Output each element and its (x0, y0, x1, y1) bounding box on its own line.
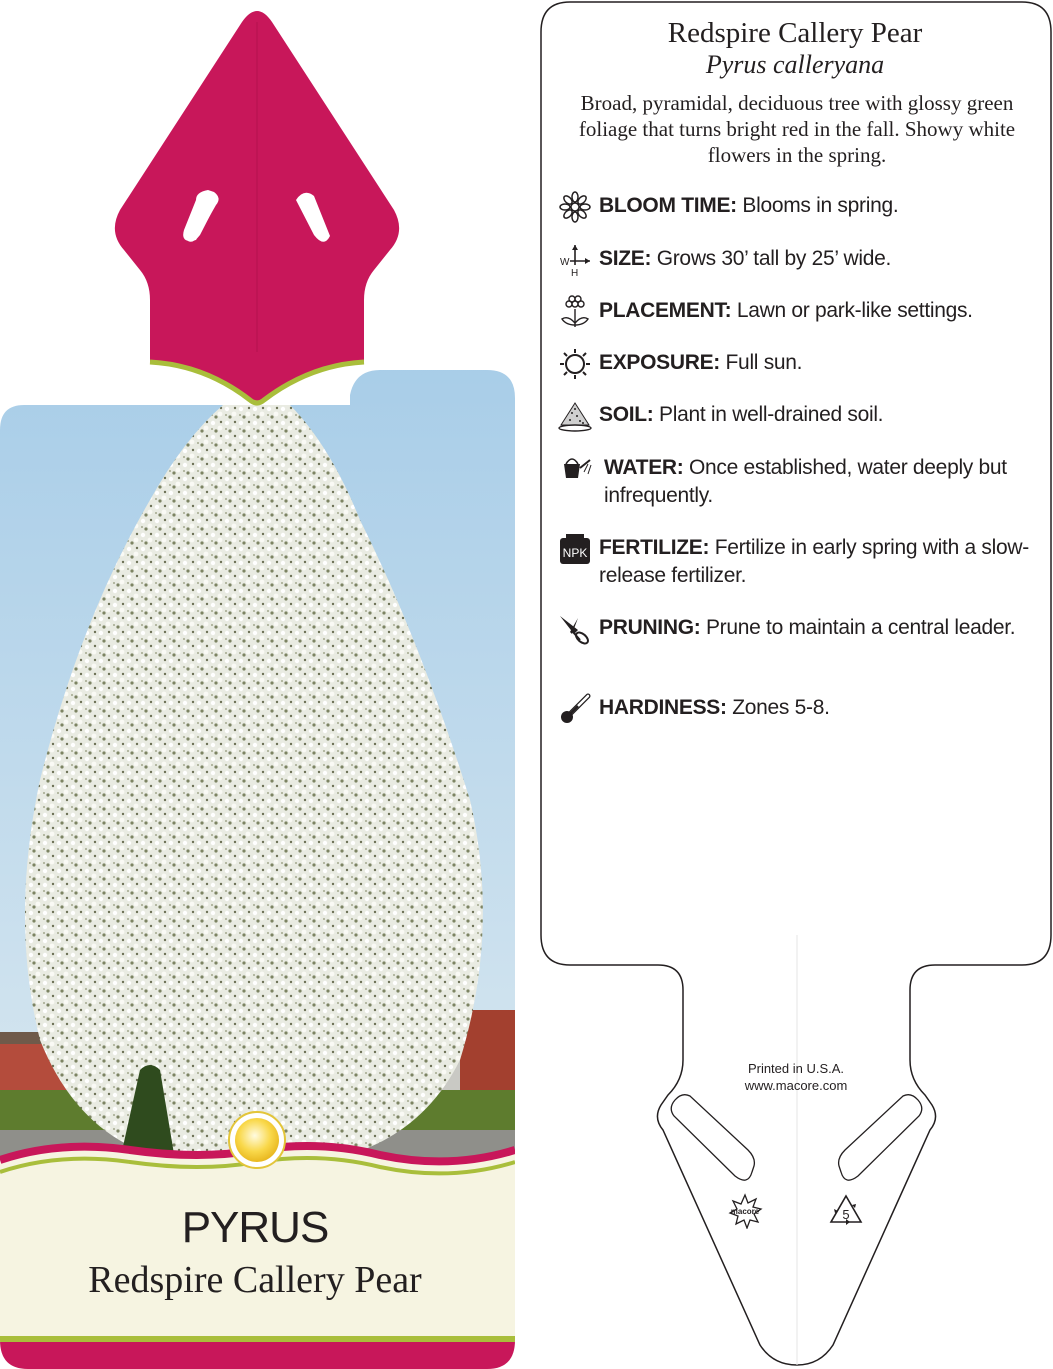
placement-label: PLACEMENT: (599, 299, 732, 322)
flower-icon (558, 190, 592, 224)
npk-fertilizer-icon (558, 532, 592, 566)
back-title: Redspire Callery Pear (667, 17, 923, 49)
pruning-label: PRUNING: (599, 616, 701, 639)
soil-icon (558, 399, 592, 433)
pruning-value: Prune to maintain a central leader. (700, 616, 1016, 639)
exposure-value: Full sun. (720, 351, 803, 374)
back-title-block (560, 16, 1030, 80)
macore-logo-text: macore (730, 1207, 760, 1216)
fertilize-label: FERTILIZE: (599, 536, 710, 559)
water-label: WATER: (604, 456, 684, 479)
front-common-name: Redspire Callery Pear (88, 1259, 422, 1301)
printed-in-line: Printed in U.S.A. (747, 1061, 845, 1076)
sun-icon (558, 347, 592, 381)
front-top-band (150, 352, 364, 403)
recycle-number: 5 (842, 1207, 850, 1222)
size-label: SIZE: (599, 247, 652, 270)
bloom-time-value: Blooms in spring. (736, 194, 899, 217)
placement-value: Lawn or park-like settings. (731, 299, 973, 322)
soil-value: Plant in well-drained soil. (653, 403, 884, 426)
npk-text: NPK (562, 546, 588, 560)
fertilize-value: Fertilize in early spring with a slow-release fertilizer. (599, 536, 1029, 587)
thermometer-icon (558, 692, 592, 726)
recycle-5-icon (828, 1193, 864, 1227)
front-tag (0, 11, 515, 1369)
exposure-label: EXPOSURE: (599, 351, 720, 374)
front-genus: PYRUS (181, 1203, 329, 1252)
size-icon (558, 243, 592, 277)
hardiness-value: Zones 5-8. (726, 696, 830, 719)
placement-icon (558, 295, 592, 329)
size-icon-h: H (571, 268, 579, 277)
printed-info (696, 1060, 896, 1094)
bloom-time-label: BLOOM TIME: (599, 194, 737, 217)
size-icon-w: W (560, 257, 570, 268)
latin-name: Pyrus calleryana (705, 50, 885, 79)
website-line: www.macore.com (744, 1078, 848, 1093)
soil-label: SOIL: (599, 403, 654, 426)
watering-can-icon (558, 452, 592, 486)
water-value: Once established, water deeply but infrequently. (604, 456, 1007, 507)
macore-logo-icon (727, 1193, 763, 1229)
pruning-shears-icon (558, 612, 592, 646)
hardiness-label: HARDINESS: (599, 696, 727, 719)
plant-description: Broad, pyramidal, deciduous tree with glossy green foliage that turns bright red in the fall. Showy white flowers in the spring. (578, 91, 1016, 167)
size-value: Grows 30’ tall by 25’ wide. (651, 247, 891, 270)
